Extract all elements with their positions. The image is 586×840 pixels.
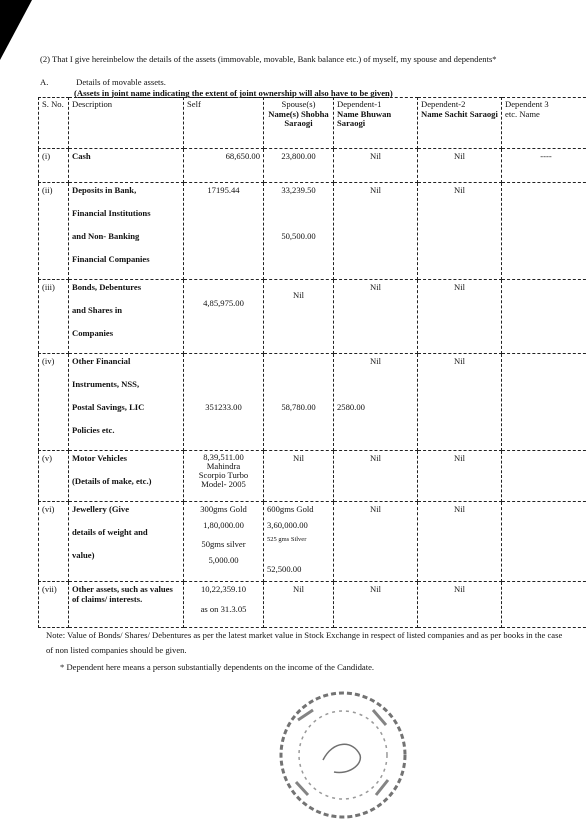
row-dependent-3: [502, 354, 586, 451]
row-sno: (iv): [39, 354, 69, 451]
header-dependent-1-name: Name Bhuwan Saraogi: [337, 108, 392, 128]
row-dependent-3: [502, 451, 586, 502]
header-dependent-3-name: etc. Name: [505, 108, 540, 119]
row-self-line: 351233.00: [205, 402, 242, 412]
row-self-line: Scorpio Turbo: [198, 470, 249, 480]
row-description-line: Postal Savings, LIC: [72, 402, 145, 412]
row-self-line: 10,22,359.10: [200, 584, 247, 594]
row-self-line: 17195.44: [207, 185, 240, 195]
row-description-line: Jewellery (Give: [72, 504, 130, 514]
row-dependent-3: ----: [502, 149, 586, 183]
header-dependent-2-title: Dependent-2: [421, 99, 466, 109]
row-dependent-1: Nil: [334, 502, 418, 582]
table-row: [39, 582, 586, 628]
row-dependent-1: Nil: [334, 582, 418, 628]
row-self: [184, 354, 264, 451]
row-spouse-line: 50,500.00: [281, 231, 316, 241]
header-description: Description: [69, 98, 184, 149]
row-dependent-3: [502, 183, 586, 280]
row-description-line: Policies etc.: [72, 425, 115, 435]
row-dependent-1: Nil: [334, 149, 418, 183]
row-sno: (ii): [39, 183, 69, 280]
row-description-line: and Shares in: [72, 305, 122, 315]
row-dependent-3: [502, 582, 586, 628]
header-dependent-2: [418, 98, 502, 149]
table-row: [39, 502, 586, 582]
row-description-line: Other Financial: [72, 356, 131, 366]
row-description: [69, 149, 184, 183]
row-self-line: 50gms silver: [201, 539, 246, 549]
row-dependent-2: Nil: [418, 502, 502, 582]
row-spouse: [264, 502, 334, 582]
movable-assets-table: [38, 97, 586, 628]
row-spouse-line: Nil: [293, 584, 304, 594]
row-spouse-line: 33,239.50: [281, 185, 316, 195]
row-spouse-line: Nil: [293, 453, 304, 463]
row-description-line: Instruments, NSS,: [72, 379, 140, 389]
section-label: A.: [40, 77, 49, 87]
row-spouse-line: Nil: [293, 290, 304, 300]
row-description-line: Companies: [72, 328, 114, 338]
row-description: [69, 280, 184, 354]
row-spouse: [264, 280, 334, 354]
row-description-line: and Non- Banking: [72, 231, 140, 241]
row-dependent-1-value: Nil: [370, 356, 381, 366]
row-sno: (vii): [39, 582, 69, 628]
row-self: [184, 149, 264, 183]
row-dependent-1: [334, 354, 418, 451]
header-dependent-1-title: Dependent-1: [337, 99, 382, 109]
dependent-footnote: * Dependent here means a person substantially dependents on the income of the Candidate.: [60, 662, 375, 672]
row-sno: (v): [39, 451, 69, 502]
section-heading: [40, 77, 560, 88]
row-self-line: Model- 2005: [201, 479, 246, 489]
row-self-line: Mahindra: [206, 461, 241, 471]
row-spouse-line: 23,800.00: [281, 151, 316, 161]
table-header-row: [39, 98, 586, 149]
row-description: [69, 451, 184, 502]
section-title: Details of movable assets.: [76, 77, 166, 87]
row-self-line: 300gms Gold: [200, 504, 247, 514]
row-spouse-line: [267, 379, 330, 402]
row-self-line: as on 31.3.05: [200, 604, 247, 614]
row-description-line: Cash: [72, 151, 91, 161]
row-spouse-line: 3,60,000.00: [267, 520, 308, 530]
row-self-line: 5,000.00: [208, 555, 239, 565]
table-row: [39, 354, 586, 451]
row-sno: (vi): [39, 502, 69, 582]
row-spouse: [264, 183, 334, 280]
row-spouse-line: 525 gms Silver: [267, 536, 307, 543]
row-self: [184, 582, 264, 628]
row-description-line: Motor Vehicles: [72, 453, 127, 463]
row-description-line: details of weight and: [72, 527, 148, 537]
row-description: [69, 183, 184, 280]
row-spouse-line: [267, 550, 330, 564]
valuation-note: Note: Value of Bonds/ Shares/ Debentures as per the latest market value in Stock Exchange in respect of listed companies and as per books in the case of non listed companies should be given.: [46, 630, 563, 655]
row-description: [69, 502, 184, 582]
row-self-line: 4,85,975.00: [203, 298, 244, 308]
row-spouse: [264, 149, 334, 183]
row-self-line: 68,650.00: [225, 151, 260, 161]
row-self-line: [187, 356, 260, 379]
row-description: [69, 354, 184, 451]
header-self: Self: [184, 98, 264, 149]
row-spouse: [264, 354, 334, 451]
table-row: [39, 280, 586, 354]
header-dependent-1: [334, 98, 418, 149]
row-spouse-line: 58,780.00: [281, 402, 316, 412]
row-spouse-line: 52,500.00: [267, 564, 302, 574]
row-dependent-2: Nil: [418, 451, 502, 502]
intro-text: (2) That I give hereinbelow the details of the assets (immovable, movable, Bank balance etc.) of myself, my spouse and dependents*: [40, 54, 497, 64]
table-row: [39, 149, 586, 183]
header-spouse-name: Name(s) Shobha Saraogi: [268, 108, 329, 128]
header-dependent-3: [502, 98, 586, 149]
row-dependent-1: Nil: [334, 451, 418, 502]
header-dependent-2-name: Name Sachit Saraogi: [421, 108, 498, 119]
row-dependent-3: [502, 280, 586, 354]
row-description: [69, 582, 184, 628]
scan-corner-shadow: [0, 0, 32, 60]
row-dependent-3: [502, 502, 586, 582]
row-self-line: 8,39,511.00: [203, 452, 244, 462]
row-dependent-1: Nil: [334, 183, 418, 280]
row-sno: (i): [39, 149, 69, 183]
table-body: [39, 149, 586, 628]
row-self-line: [187, 282, 260, 298]
row-dependent-1: Nil: [334, 280, 418, 354]
header-spouse-title: Spouse(s): [281, 99, 316, 109]
table-row: [39, 183, 586, 280]
row-dependent-2: Nil: [418, 582, 502, 628]
row-spouse: [264, 451, 334, 502]
row-description-line: (Details of make, etc.): [72, 476, 152, 486]
row-self: [184, 451, 264, 502]
header-dependent-3-title: Dependent 3: [505, 99, 549, 109]
row-self-line: 1,80,000.00: [203, 520, 244, 530]
row-spouse-line: [267, 356, 330, 379]
row-self-line: [187, 379, 260, 402]
row-dependent-1-extra: 2580.00: [337, 402, 365, 412]
section-note: (Assets in joint name indicating the extent of joint ownership will also have to be given): [74, 88, 393, 98]
row-dependent-2: Nil: [418, 183, 502, 280]
row-sno: (iii): [39, 280, 69, 354]
row-dependent-2: Nil: [418, 280, 502, 354]
row-description-line: Deposits in Bank,: [72, 185, 137, 195]
row-self: [184, 183, 264, 280]
row-dependent-2: Nil: [418, 354, 502, 451]
row-description-line: Financial Institutions: [72, 208, 151, 218]
row-dependent-2: Nil: [418, 149, 502, 183]
row-description-line: value): [72, 550, 95, 560]
row-description-line: Other assets, such as values of claims/ interests.: [72, 584, 173, 604]
official-seal-stamp: [268, 680, 418, 830]
row-spouse: [264, 582, 334, 628]
header-sno: S. No.: [39, 98, 69, 149]
row-description-line: Financial Companies: [72, 254, 150, 264]
row-self: [184, 502, 264, 582]
row-spouse-line: 600gms Gold: [267, 504, 314, 514]
table-row: [39, 451, 586, 502]
header-spouse: [264, 98, 334, 149]
row-self: [184, 280, 264, 354]
row-description-line: Bonds, Debentures: [72, 282, 142, 292]
row-spouse-line: [267, 208, 330, 231]
